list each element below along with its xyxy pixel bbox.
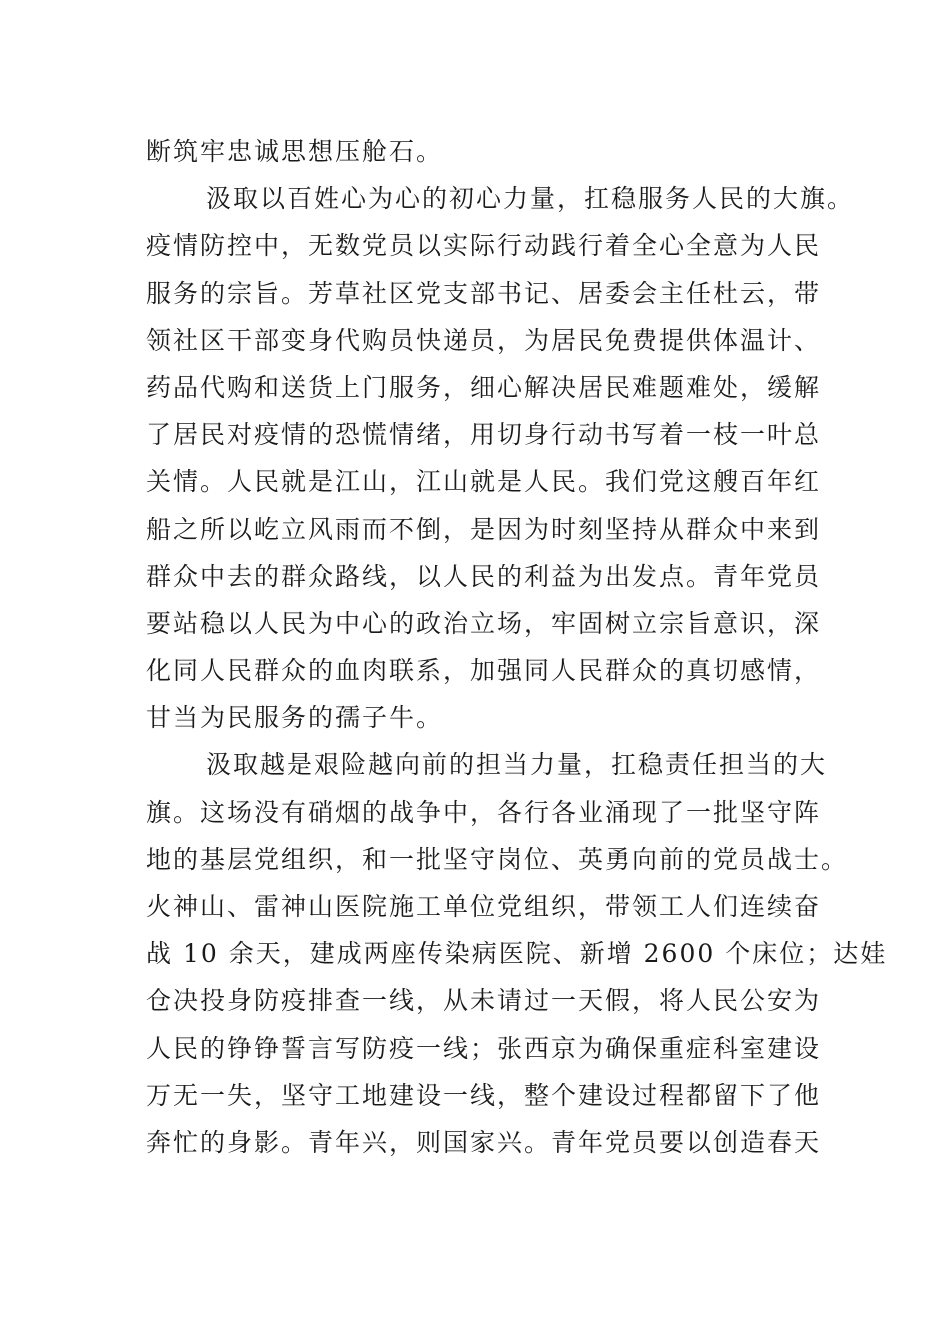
text-line: 地的基层党组织，和一批坚守岗位、英勇向前的党员战士。: [146, 844, 849, 874]
text-line: 甘当为民服务的孺子牛。: [146, 703, 444, 733]
text-line: 旗。这场没有硝烟的战争中，各行各业涌现了一批坚守阵: [146, 797, 822, 827]
text-line: 化同人民群众的血肉联系，加强同人民群众的真切感情，: [146, 656, 822, 686]
text-line: 群众中去的群众路线，以人民的利益为出发点。青年党员: [146, 561, 822, 591]
text-line: 战 10 余天，建成两座传染病医院、新增 2600 个床位；达娃: [146, 939, 888, 969]
text-line: 关情。人民就是江山，江山就是人民。我们党这艘百年红: [146, 467, 822, 497]
paragraph-start-line: 汲取越是艰险越向前的担当力量，扛稳责任担当的大: [206, 750, 828, 780]
text-line: 船之所以屹立风雨而不倒，是因为时刻坚持从群众中来到: [146, 514, 822, 544]
text-line: 领社区干部变身代购员快递员，为居民免费提供体温计、: [146, 325, 822, 355]
text-line: 人民的铮铮誓言写防疫一线；张西京为确保重症科室建设: [146, 1033, 822, 1063]
text-line: 要站稳以人民为中心的政治立场，牢固树立宗旨意识，深: [146, 608, 822, 638]
text-line: 药品代购和送货上门服务，细心解决居民难题难处，缓解: [146, 372, 822, 402]
text-line: 火神山、雷神山医院施工单位党组织，带领工人们连续奋: [146, 892, 822, 921]
text-line: 了居民对疫情的恐慌情绪，用切身行动书写着一枝一叶总: [146, 420, 822, 450]
text-line: 仓决投身防疫排查一线，从未请过一天假，将人民公安为: [146, 986, 822, 1016]
body-text: [146, 128, 888, 1166]
paragraph-start-line: 汲取以百姓心为心的初心力量，扛稳服务人民的大旗。: [206, 184, 855, 214]
text-line: 服务的宗旨。芳草社区党支部书记、居委会主任杜云，带: [146, 278, 822, 308]
text-line: 奔忙的身影。青年兴，则国家兴。青年党员要以创造春天: [146, 1127, 822, 1157]
text-line: 疫情防控中，无数党员以实际行动践行着全心全意为人民: [146, 231, 822, 261]
text-line: 断筑牢忠诚思想压舱石。: [146, 137, 444, 166]
text-line: 万无一失，坚守工地建设一线，整个建设过程都留下了他: [146, 1080, 822, 1110]
